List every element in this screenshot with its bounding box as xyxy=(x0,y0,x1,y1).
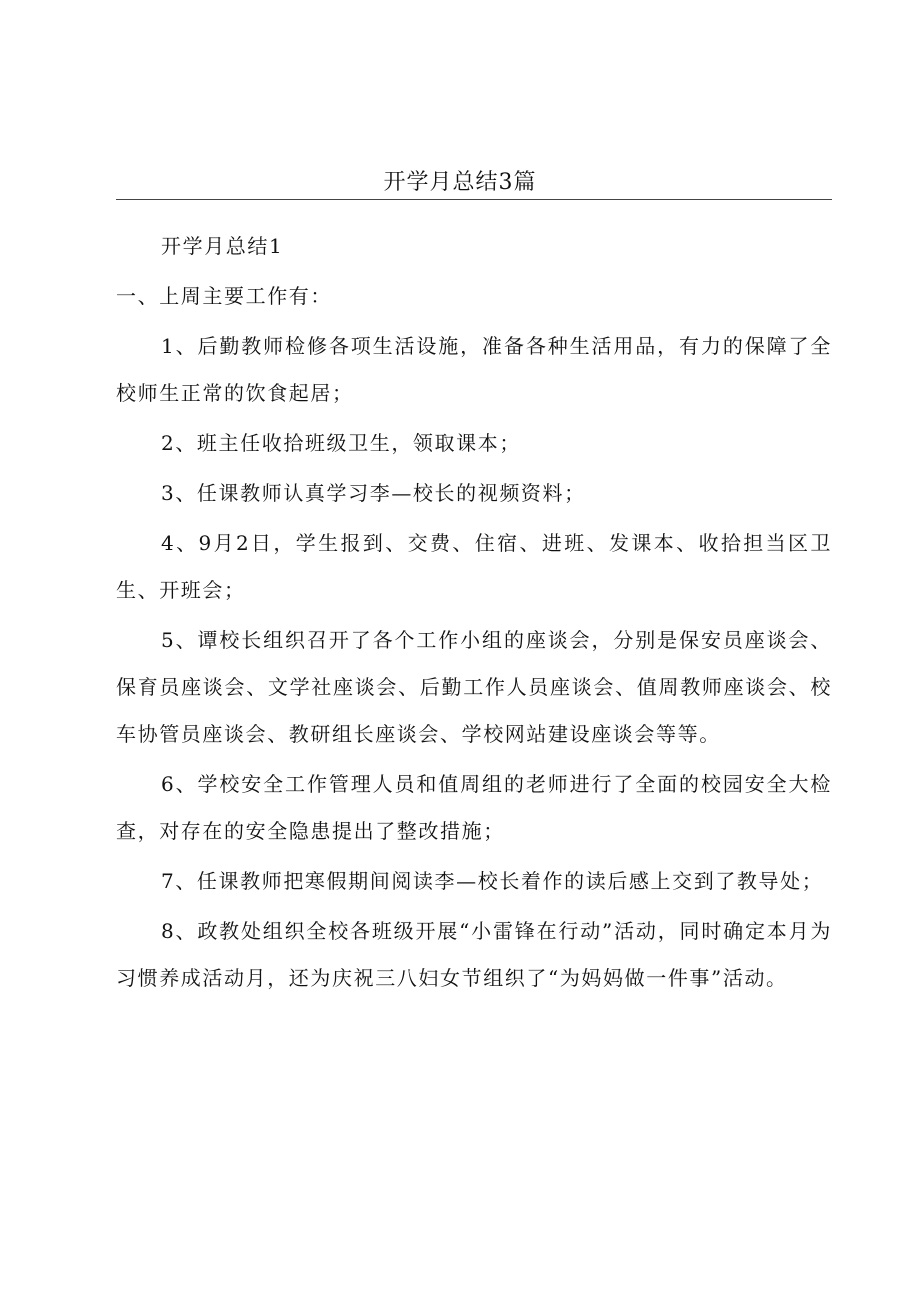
list-item-6: 6、学校安全工作管理人员和值周组的老师进行了全面的校园安全大检查，对存在的安全隐患提出了整改措施； xyxy=(116,772,832,843)
list-item-1: 1、后勤教师检修各项生活设施，准备各种生活用品，有力的保障了全校师生正常的饮食起居； xyxy=(116,334,832,405)
list-item-3: 3、任课教师认真学习李—校长的视频资料； xyxy=(161,481,586,505)
section-heading: 开学月总结1 xyxy=(161,234,284,258)
list-item-2: 2、班主任收拾班级卫生，领取课本； xyxy=(161,431,521,455)
list-item-8: 8、政教处组织全校各班级开展“小雷锋在行动”活动，同时确定本月为习惯养成活动月，还为庆祝三八妇女节组织了“为妈妈做一件事”活动。 xyxy=(116,919,832,990)
document-body xyxy=(116,223,832,1005)
list-item-5: 5、谭校长组织召开了各个工作小组的座谈会，分别是保安员座谈会、保育员座谈会、文学社座谈会、后勤工作人员座谈会、值周教师座谈会、校车协管员座谈会、教研组长座谈会、学校网站建设座谈会等等。 xyxy=(116,628,832,746)
list-item-7: 7、任课教师把寒假期间阅读李—校长着作的读后感上交到了教导处； xyxy=(161,869,824,893)
title-underline xyxy=(116,199,832,200)
document-title: 开学月总结3篇 xyxy=(383,170,537,195)
list-item-4: 4、9月2日，学生报到、交费、住宿、进班、发课本、收拾担当区卫生、开班会； xyxy=(116,531,832,602)
subsection-heading: 一、上周主要工作有： xyxy=(116,284,332,308)
